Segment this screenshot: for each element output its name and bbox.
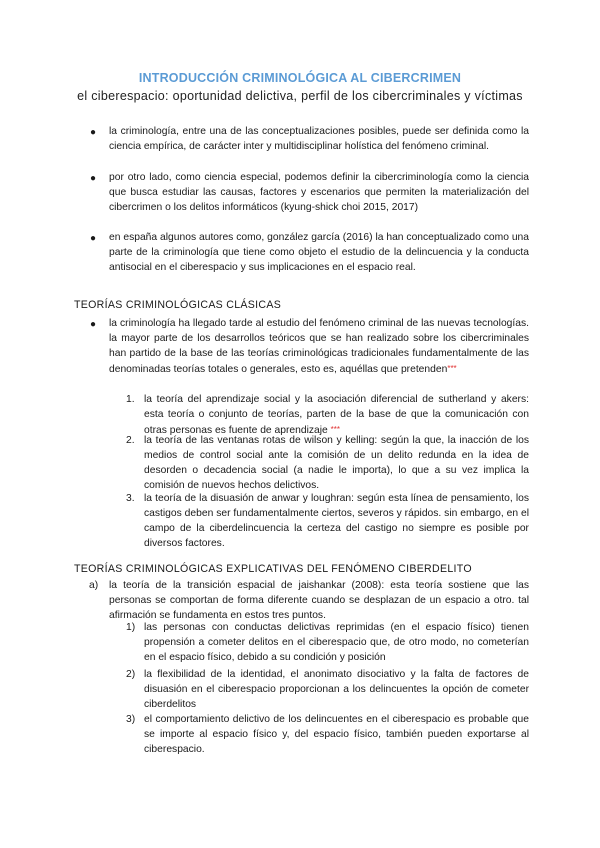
document-title: INTRODUCCIÓN CRIMINOLÓGICA AL CIBERCRIMEN — [138, 71, 462, 85]
section1-bullet — [109, 316, 529, 377]
list-number: 2) — [126, 669, 136, 680]
section1-item-1 — [144, 392, 529, 438]
section2-point-a: la teoría de la transición espacial de jaishankar (2008): esta teoría sostiene que las personas se comportan de forma diferente cuando se desplazan de un espacio a otro. tal afirmación se fundamenta en estos tres puntos. — [109, 580, 529, 622]
list-number: 1) — [126, 622, 136, 633]
list-number: 2. — [126, 435, 135, 446]
bullet-icon: ● — [90, 173, 97, 184]
list-number: 1. — [126, 394, 135, 405]
section2-item-2: la flexibilidad de la identidad, el anonimato disociativo y la falta de factores de disuasión en el ciberespacio proporcionan a los delincuentes la opción de cometer ciberdelitos — [144, 669, 529, 711]
intro-bullet-2: por otro lado, como ciencia especial, podemos definir la cibercriminología como la ciencia que busca estudiar las causas, factores y escenarios que permiten la materialización del cibercrimen o los delitos informáticos (kyung-shick choi 2015, 2017) — [109, 172, 529, 214]
list-letter: a) — [89, 580, 99, 591]
document-subtitle: el ciberespacio: oportunidad delictiva, perfil de los cibercriminales y víctimas — [77, 89, 523, 103]
bullet-icon: ● — [90, 233, 97, 244]
section1-item-3: la teoría de la disuasión de anwar y loughran: según esta línea de pensamiento, los castigos deben ser fundamentalmente ciertos, severos y rápidos. sin embargo, en el campo de la ciberdelincuencia la certeza del castigo no siempre es posible por diversos factores. — [144, 493, 529, 550]
note-marker: *** — [330, 425, 340, 435]
list-number: 3. — [126, 493, 135, 504]
note-marker: *** — [447, 364, 457, 374]
intro-bullet-1: la criminología, entre una de las conceptualizaciones posibles, puede ser definida como la ciencia empírica, de carácter inter y multidisciplinar holística del fenómeno criminal. — [109, 126, 529, 153]
section-heading-explanatory: TEORÍAS CRIMINOLÓGICAS EXPLICATIVAS DEL FENÓMENO CIBERDELITO — [74, 563, 472, 575]
intro-bullet-3: en españa algunos autores como, gonzález garcía (2016) la han conceptualizado como una parte de la criminología que tiene como objeto el estudio de la delincuencia y la conducta antisocial en el ciberespacio y sus implicaciones en el espacio real. — [109, 232, 529, 274]
bullet-icon: ● — [90, 319, 97, 330]
section1-item-2: la teoría de las ventanas rotas de wilson y kelling: según la que, la inacción de los medios de control social ante la comisión de un delito redunda en la idea de desorden o decadencia social (a nadie le importa), lo que a su vez implica la comisión de nuevos hechos delictivos. — [144, 435, 529, 492]
section1-item-text: la teoría del aprendizaje social y la asociación diferencial de sutherland y akers: esta teoría o conjunto de teorías, parten de la base de que la comunicación con otras personas es fuente de aprendizaje — [144, 394, 529, 437]
section2-item-1: las personas con conductas delictivas reprimidas (en el espacio físico) tienen propensión a cometer delitos en el ciberespacio que, de otro modo, no cometerían en el espacio físico, debido a su condición y posición — [144, 622, 529, 664]
section-heading-classical: TEORÍAS CRIMINOLÓGICAS CLÁSICAS — [74, 299, 282, 311]
list-number: 3) — [126, 714, 136, 725]
section2-item-3: el comportamiento delictivo de los delincuentes en el ciberespacio es probable que se importe al espacio físico y, del espacio físico, también pueden exportarse al ciberespacio. — [144, 714, 529, 756]
bullet-icon: ● — [90, 127, 97, 138]
section1-bullet-text: la criminología ha llegado tarde al estudio del fenómeno criminal de las nuevas tecnologías. la mayor parte de los desarrollos teóricos que se han realizado sobre los cibercriminales han partido de la base de las teorías criminológicas tradicionales fundamentalmente de las denominadas teorías totales o generales, esto es, aquéllas que pretenden — [109, 318, 529, 376]
